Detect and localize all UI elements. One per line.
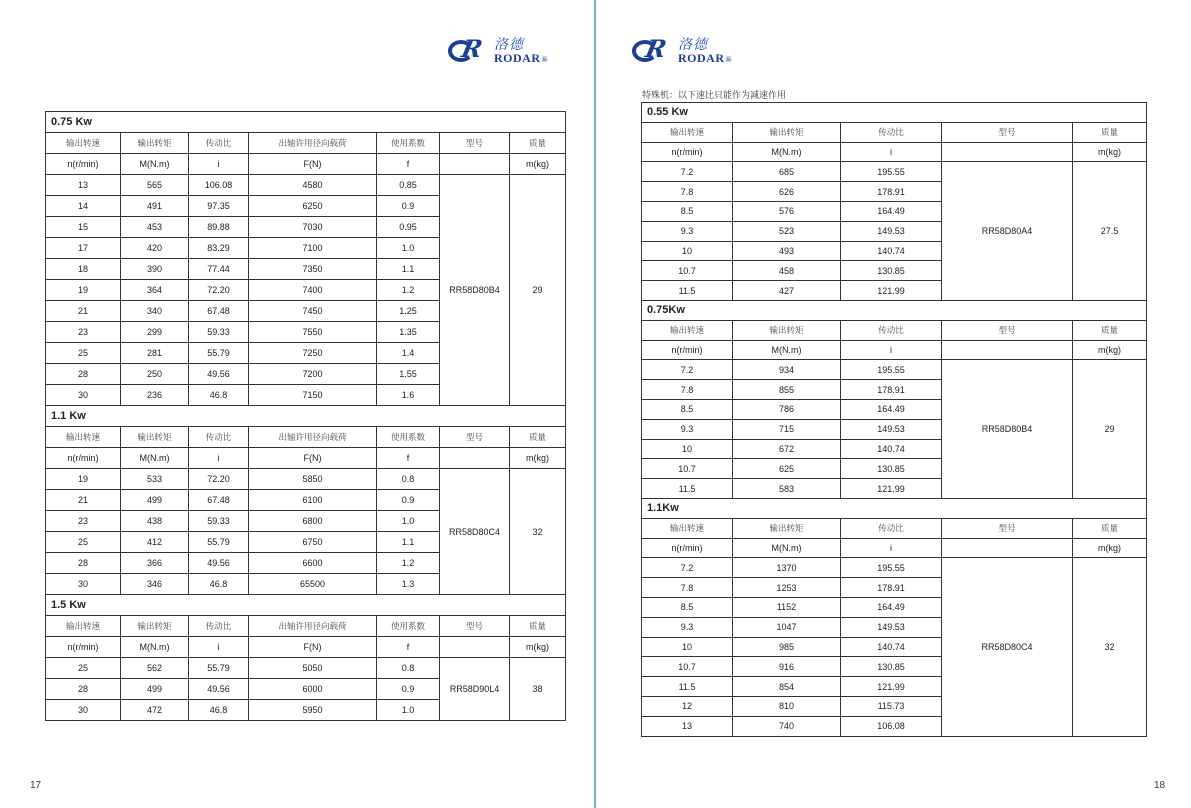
section-title-row bbox=[46, 406, 566, 427]
table-cell: 83.29 bbox=[189, 238, 249, 259]
table-cell: 178.91 bbox=[841, 578, 942, 598]
unit-cell: n(r/min) bbox=[642, 142, 733, 162]
column-header: 输出转矩 bbox=[121, 133, 189, 154]
table-cell: 10 bbox=[642, 637, 733, 657]
table-cell: 1.25 bbox=[377, 301, 440, 322]
table-cell: 164.49 bbox=[841, 399, 942, 419]
table-cell: 28 bbox=[46, 553, 121, 574]
column-header: 质量 bbox=[510, 427, 566, 448]
rodar-logo-mark: R bbox=[448, 36, 492, 64]
table-cell: 427 bbox=[733, 281, 841, 301]
column-header-row bbox=[46, 133, 566, 154]
table-cell: 493 bbox=[733, 241, 841, 261]
table-cell: 934 bbox=[733, 360, 841, 380]
table-cell: 140.74 bbox=[841, 439, 942, 459]
unit-cell: m(kg) bbox=[1073, 142, 1147, 162]
table-cell: 364 bbox=[121, 280, 189, 301]
unit-row bbox=[642, 538, 1147, 558]
column-header: 使用系数 bbox=[377, 427, 440, 448]
column-header: 传动比 bbox=[841, 122, 942, 142]
table-cell: 195.55 bbox=[841, 558, 942, 578]
table-cell: 149.53 bbox=[841, 617, 942, 637]
table-cell: 14 bbox=[46, 196, 121, 217]
column-header: 输出转速 bbox=[642, 518, 733, 538]
table-cell: 7.2 bbox=[642, 360, 733, 380]
model-cell: RR58D80A4 bbox=[942, 162, 1073, 301]
section-title: 1.1Kw bbox=[642, 498, 1147, 518]
table-cell: 46.8 bbox=[189, 385, 249, 406]
unit-cell: i bbox=[189, 448, 249, 469]
unit-cell: m(kg) bbox=[510, 154, 566, 175]
column-header: 传动比 bbox=[189, 616, 249, 637]
unit-cell: f bbox=[377, 154, 440, 175]
table-cell: 195.55 bbox=[841, 162, 942, 182]
table-cell: 412 bbox=[121, 532, 189, 553]
model-cell: RR58D80C4 bbox=[942, 558, 1073, 736]
column-header: 输出转矩 bbox=[733, 320, 841, 340]
table-cell: 10 bbox=[642, 241, 733, 261]
rodar-logo-mark: R bbox=[632, 36, 676, 64]
table-cell: 0.8 bbox=[377, 658, 440, 679]
table-cell: 46.8 bbox=[189, 574, 249, 595]
table-cell: 121.99 bbox=[841, 281, 942, 301]
section-title: 0.55 Kw bbox=[642, 103, 1147, 123]
table-cell: 672 bbox=[733, 439, 841, 459]
column-header-row bbox=[642, 518, 1147, 538]
table-cell: 1.2 bbox=[377, 553, 440, 574]
column-header: 质量 bbox=[1073, 518, 1147, 538]
unit-cell: n(r/min) bbox=[46, 448, 121, 469]
table-cell: 1.0 bbox=[377, 238, 440, 259]
table-cell: 19 bbox=[46, 280, 121, 301]
column-header: 型号 bbox=[942, 518, 1073, 538]
rodar-logo bbox=[448, 36, 548, 64]
unit-cell: M(N.m) bbox=[121, 637, 189, 658]
table-cell: 11.5 bbox=[642, 677, 733, 697]
table-cell: 438 bbox=[121, 511, 189, 532]
table-cell: 583 bbox=[733, 479, 841, 499]
table-row bbox=[642, 558, 1147, 578]
unit-cell: i bbox=[841, 340, 942, 360]
column-header-row bbox=[642, 320, 1147, 340]
table-cell: 576 bbox=[733, 201, 841, 221]
table-cell: 149.53 bbox=[841, 221, 942, 241]
table-cell: 499 bbox=[121, 679, 189, 700]
table-cell: 89.88 bbox=[189, 217, 249, 238]
column-header-row bbox=[46, 616, 566, 637]
section-title: 1.5 Kw bbox=[46, 595, 566, 616]
unit-row bbox=[642, 142, 1147, 162]
table-cell: 23 bbox=[46, 511, 121, 532]
column-header: 输出转速 bbox=[642, 320, 733, 340]
table-cell: 106.08 bbox=[841, 716, 942, 736]
column-header: 质量 bbox=[1073, 122, 1147, 142]
column-header-row bbox=[46, 427, 566, 448]
logo-chinese-name: 洛德 bbox=[678, 37, 708, 53]
table-cell: 130.85 bbox=[841, 657, 942, 677]
table-cell: 7030 bbox=[249, 217, 377, 238]
column-header: 使用系数 bbox=[377, 616, 440, 637]
table-cell: 1253 bbox=[733, 578, 841, 598]
table-cell: 9.3 bbox=[642, 419, 733, 439]
unit-cell bbox=[942, 538, 1073, 558]
table-cell: 11.5 bbox=[642, 479, 733, 499]
column-header: 输出转速 bbox=[46, 616, 121, 637]
table-cell: 21 bbox=[46, 301, 121, 322]
unit-cell: i bbox=[189, 154, 249, 175]
table-cell: 130.85 bbox=[841, 261, 942, 281]
table-cell: 250 bbox=[121, 364, 189, 385]
table-cell: 25 bbox=[46, 532, 121, 553]
table-cell: 10.7 bbox=[642, 261, 733, 281]
table-cell: 8.5 bbox=[642, 597, 733, 617]
mass-cell: 27.5 bbox=[1073, 162, 1147, 301]
column-header: 输出转速 bbox=[642, 122, 733, 142]
table-cell: 7.8 bbox=[642, 182, 733, 202]
table-cell: 390 bbox=[121, 259, 189, 280]
table-cell: 178.91 bbox=[841, 380, 942, 400]
mass-cell: 32 bbox=[510, 469, 566, 595]
page-number: 18 bbox=[1154, 780, 1166, 791]
column-header: 输出转速 bbox=[46, 133, 121, 154]
table-cell: 49.56 bbox=[189, 679, 249, 700]
table-cell: 1.0 bbox=[377, 700, 440, 721]
model-cell: RR58D80B4 bbox=[942, 360, 1073, 499]
table-cell: 810 bbox=[733, 696, 841, 716]
table-cell: 236 bbox=[121, 385, 189, 406]
column-header: 型号 bbox=[440, 427, 510, 448]
table-cell: 4580 bbox=[249, 175, 377, 196]
table-cell: 46.8 bbox=[189, 700, 249, 721]
table-cell: 420 bbox=[121, 238, 189, 259]
unit-cell: m(kg) bbox=[510, 637, 566, 658]
unit-cell bbox=[942, 142, 1073, 162]
table-cell: 10.7 bbox=[642, 459, 733, 479]
section-title-row bbox=[642, 300, 1147, 320]
model-cell: RR58D80C4 bbox=[440, 469, 510, 595]
model-cell: RR58D90L4 bbox=[440, 658, 510, 721]
column-header: 输出转矩 bbox=[121, 616, 189, 637]
section-title: 0.75Kw bbox=[642, 300, 1147, 320]
table-cell: 10.7 bbox=[642, 657, 733, 677]
table-cell: 533 bbox=[121, 469, 189, 490]
table-cell: 625 bbox=[733, 459, 841, 479]
mass-cell: 32 bbox=[1073, 558, 1147, 736]
table-cell: 491 bbox=[121, 196, 189, 217]
table-cell: 685 bbox=[733, 162, 841, 182]
unit-cell: M(N.m) bbox=[121, 154, 189, 175]
table-cell: 28 bbox=[46, 679, 121, 700]
column-header: 质量 bbox=[510, 616, 566, 637]
table-cell: 855 bbox=[733, 380, 841, 400]
table-cell: 0.9 bbox=[377, 679, 440, 700]
table-cell: 453 bbox=[121, 217, 189, 238]
column-header-row bbox=[642, 122, 1147, 142]
table-cell: 740 bbox=[733, 716, 841, 736]
unit-cell: i bbox=[841, 142, 942, 162]
table-cell: 59.33 bbox=[189, 322, 249, 343]
unit-row bbox=[46, 154, 566, 175]
table-cell: 6800 bbox=[249, 511, 377, 532]
column-header: 传动比 bbox=[189, 133, 249, 154]
table-cell: 1.2 bbox=[377, 280, 440, 301]
logo-english-name: RODAR® bbox=[678, 51, 732, 65]
table-cell: 715 bbox=[733, 419, 841, 439]
table-cell: 565 bbox=[121, 175, 189, 196]
table-cell: 7150 bbox=[249, 385, 377, 406]
unit-cell: m(kg) bbox=[1073, 340, 1147, 360]
column-header: 质量 bbox=[1073, 320, 1147, 340]
table-cell: 7400 bbox=[249, 280, 377, 301]
table-cell: 1.1 bbox=[377, 532, 440, 553]
table-cell: 5950 bbox=[249, 700, 377, 721]
table-cell: 130.85 bbox=[841, 459, 942, 479]
table-cell: 15 bbox=[46, 217, 121, 238]
table-row bbox=[46, 658, 566, 679]
table-cell: 0.9 bbox=[377, 490, 440, 511]
table-cell: 626 bbox=[733, 182, 841, 202]
table-cell: 499 bbox=[121, 490, 189, 511]
mass-cell: 29 bbox=[510, 175, 566, 406]
table-cell: 195.55 bbox=[841, 360, 942, 380]
unit-cell: n(r/min) bbox=[642, 538, 733, 558]
table-cell: 7100 bbox=[249, 238, 377, 259]
unit-cell: i bbox=[841, 538, 942, 558]
unit-cell: M(N.m) bbox=[733, 340, 841, 360]
column-header: 型号 bbox=[942, 122, 1073, 142]
table-cell: 1.35 bbox=[377, 322, 440, 343]
unit-cell bbox=[440, 448, 510, 469]
unit-cell: M(N.m) bbox=[121, 448, 189, 469]
table-cell: 1047 bbox=[733, 617, 841, 637]
section-title: 1.1 Kw bbox=[46, 406, 566, 427]
table-cell: 1.6 bbox=[377, 385, 440, 406]
unit-cell: M(N.m) bbox=[733, 538, 841, 558]
spec-table-left bbox=[45, 111, 566, 721]
table-cell: 0.95 bbox=[377, 217, 440, 238]
table-cell: 1.0 bbox=[377, 511, 440, 532]
table-cell: 0.8 bbox=[377, 469, 440, 490]
unit-cell: F(N) bbox=[249, 448, 377, 469]
table-row bbox=[642, 162, 1147, 182]
unit-cell: f bbox=[377, 637, 440, 658]
unit-cell bbox=[440, 637, 510, 658]
table-cell: 140.74 bbox=[841, 241, 942, 261]
unit-cell: F(N) bbox=[249, 637, 377, 658]
table-cell: 30 bbox=[46, 385, 121, 406]
table-cell: 10 bbox=[642, 439, 733, 459]
table-cell: 9.3 bbox=[642, 617, 733, 637]
table-cell: 6250 bbox=[249, 196, 377, 217]
column-header: 输出转矩 bbox=[733, 122, 841, 142]
mass-cell: 29 bbox=[1073, 360, 1147, 499]
table-cell: 55.79 bbox=[189, 532, 249, 553]
table-cell: 49.56 bbox=[189, 553, 249, 574]
table-cell: 49.56 bbox=[189, 364, 249, 385]
table-cell: 140.74 bbox=[841, 637, 942, 657]
column-header: 出轴许用径向载荷 bbox=[249, 427, 377, 448]
table-cell: 7450 bbox=[249, 301, 377, 322]
table-cell: 7.8 bbox=[642, 578, 733, 598]
section-title-row bbox=[46, 112, 566, 133]
table-cell: 11.5 bbox=[642, 281, 733, 301]
table-cell: 65500 bbox=[249, 574, 377, 595]
table-cell: 12 bbox=[642, 696, 733, 716]
table-cell: 7.8 bbox=[642, 380, 733, 400]
table-cell: 562 bbox=[121, 658, 189, 679]
table-cell: 472 bbox=[121, 700, 189, 721]
table-cell: 77.44 bbox=[189, 259, 249, 280]
table-cell: 5850 bbox=[249, 469, 377, 490]
table-cell: 1.4 bbox=[377, 343, 440, 364]
table-row bbox=[46, 469, 566, 490]
table-cell: 6600 bbox=[249, 553, 377, 574]
page-number: 17 bbox=[30, 780, 42, 791]
table-cell: 59.33 bbox=[189, 511, 249, 532]
table-cell: 55.79 bbox=[189, 343, 249, 364]
table-cell: 523 bbox=[733, 221, 841, 241]
table-cell: 7200 bbox=[249, 364, 377, 385]
section-title-row bbox=[642, 103, 1147, 123]
unit-cell: n(r/min) bbox=[46, 154, 121, 175]
table-cell: 854 bbox=[733, 677, 841, 697]
table-cell: 7.2 bbox=[642, 558, 733, 578]
table-cell: 178.91 bbox=[841, 182, 942, 202]
right-page bbox=[596, 0, 1191, 808]
column-header: 输出转矩 bbox=[121, 427, 189, 448]
table-cell: 0.9 bbox=[377, 196, 440, 217]
table-cell: 149.53 bbox=[841, 419, 942, 439]
table-cell: 786 bbox=[733, 399, 841, 419]
table-cell: 13 bbox=[642, 716, 733, 736]
table-cell: 21 bbox=[46, 490, 121, 511]
column-header: 传动比 bbox=[841, 518, 942, 538]
table-cell: 281 bbox=[121, 343, 189, 364]
table-cell: 19 bbox=[46, 469, 121, 490]
column-header: 传动比 bbox=[189, 427, 249, 448]
table-cell: 8.5 bbox=[642, 201, 733, 221]
unit-cell bbox=[440, 154, 510, 175]
table-cell: 340 bbox=[121, 301, 189, 322]
left-page bbox=[0, 0, 595, 808]
section-title: 0.75 Kw bbox=[46, 112, 566, 133]
unit-cell bbox=[942, 340, 1073, 360]
table-cell: 97.35 bbox=[189, 196, 249, 217]
special-ratio-note: 特殊机：以下速比只能作为减速作用 bbox=[642, 90, 787, 100]
column-header: 输出转矩 bbox=[733, 518, 841, 538]
section-title-row bbox=[642, 498, 1147, 518]
section-title-row bbox=[46, 595, 566, 616]
table-cell: 916 bbox=[733, 657, 841, 677]
table-cell: 25 bbox=[46, 658, 121, 679]
unit-cell: n(r/min) bbox=[642, 340, 733, 360]
table-cell: 67.48 bbox=[189, 301, 249, 322]
spec-table-right bbox=[641, 102, 1147, 737]
table-cell: 6000 bbox=[249, 679, 377, 700]
column-header: 质量 bbox=[510, 133, 566, 154]
table-cell: 7550 bbox=[249, 322, 377, 343]
mass-cell: 38 bbox=[510, 658, 566, 721]
column-header: 型号 bbox=[440, 133, 510, 154]
table-cell: 18 bbox=[46, 259, 121, 280]
table-cell: 458 bbox=[733, 261, 841, 281]
table-cell: 6750 bbox=[249, 532, 377, 553]
unit-row bbox=[46, 637, 566, 658]
unit-cell: M(N.m) bbox=[733, 142, 841, 162]
table-cell: 7350 bbox=[249, 259, 377, 280]
table-cell: 115.73 bbox=[841, 696, 942, 716]
table-cell: 7.2 bbox=[642, 162, 733, 182]
table-cell: 30 bbox=[46, 700, 121, 721]
table-cell: 1.55 bbox=[377, 364, 440, 385]
unit-cell: m(kg) bbox=[510, 448, 566, 469]
table-cell: 25 bbox=[46, 343, 121, 364]
table-cell: 72.20 bbox=[189, 280, 249, 301]
logo-chinese-name: 洛德 bbox=[494, 37, 524, 53]
table-cell: 13 bbox=[46, 175, 121, 196]
table-cell: 7250 bbox=[249, 343, 377, 364]
table-cell: 299 bbox=[121, 322, 189, 343]
table-cell: 9.3 bbox=[642, 221, 733, 241]
logo-english-name: RODAR® bbox=[494, 51, 548, 65]
table-cell: 106.08 bbox=[189, 175, 249, 196]
unit-cell: f bbox=[377, 448, 440, 469]
unit-cell: i bbox=[189, 637, 249, 658]
table-cell: 985 bbox=[733, 637, 841, 657]
table-cell: 164.49 bbox=[841, 597, 942, 617]
table-cell: 8.5 bbox=[642, 399, 733, 419]
unit-cell: F(N) bbox=[249, 154, 377, 175]
column-header: 型号 bbox=[942, 320, 1073, 340]
table-cell: 5050 bbox=[249, 658, 377, 679]
table-cell: 23 bbox=[46, 322, 121, 343]
unit-row bbox=[46, 448, 566, 469]
table-cell: 366 bbox=[121, 553, 189, 574]
unit-cell: n(r/min) bbox=[46, 637, 121, 658]
column-header: 型号 bbox=[440, 616, 510, 637]
unit-row bbox=[642, 340, 1147, 360]
column-header: 传动比 bbox=[841, 320, 942, 340]
model-cell: RR58D80B4 bbox=[440, 175, 510, 406]
table-cell: 28 bbox=[46, 364, 121, 385]
table-cell: 1.3 bbox=[377, 574, 440, 595]
table-row bbox=[642, 360, 1147, 380]
column-header: 出轴许用径向载荷 bbox=[249, 133, 377, 154]
table-cell: 6100 bbox=[249, 490, 377, 511]
table-cell: 121.99 bbox=[841, 677, 942, 697]
column-header: 输出转速 bbox=[46, 427, 121, 448]
rodar-logo bbox=[632, 36, 732, 64]
table-cell: 72.20 bbox=[189, 469, 249, 490]
table-cell: 1370 bbox=[733, 558, 841, 578]
table-cell: 346 bbox=[121, 574, 189, 595]
table-cell: 17 bbox=[46, 238, 121, 259]
table-cell: 1.1 bbox=[377, 259, 440, 280]
table-cell: 164.49 bbox=[841, 201, 942, 221]
table-cell: 30 bbox=[46, 574, 121, 595]
table-cell: 121.99 bbox=[841, 479, 942, 499]
unit-cell: m(kg) bbox=[1073, 538, 1147, 558]
table-cell: 67.48 bbox=[189, 490, 249, 511]
table-cell: 0.85 bbox=[377, 175, 440, 196]
table-cell: 55.79 bbox=[189, 658, 249, 679]
column-header: 使用系数 bbox=[377, 133, 440, 154]
table-cell: 1152 bbox=[733, 597, 841, 617]
table-row bbox=[46, 175, 566, 196]
column-header: 出轴许用径向载荷 bbox=[249, 616, 377, 637]
